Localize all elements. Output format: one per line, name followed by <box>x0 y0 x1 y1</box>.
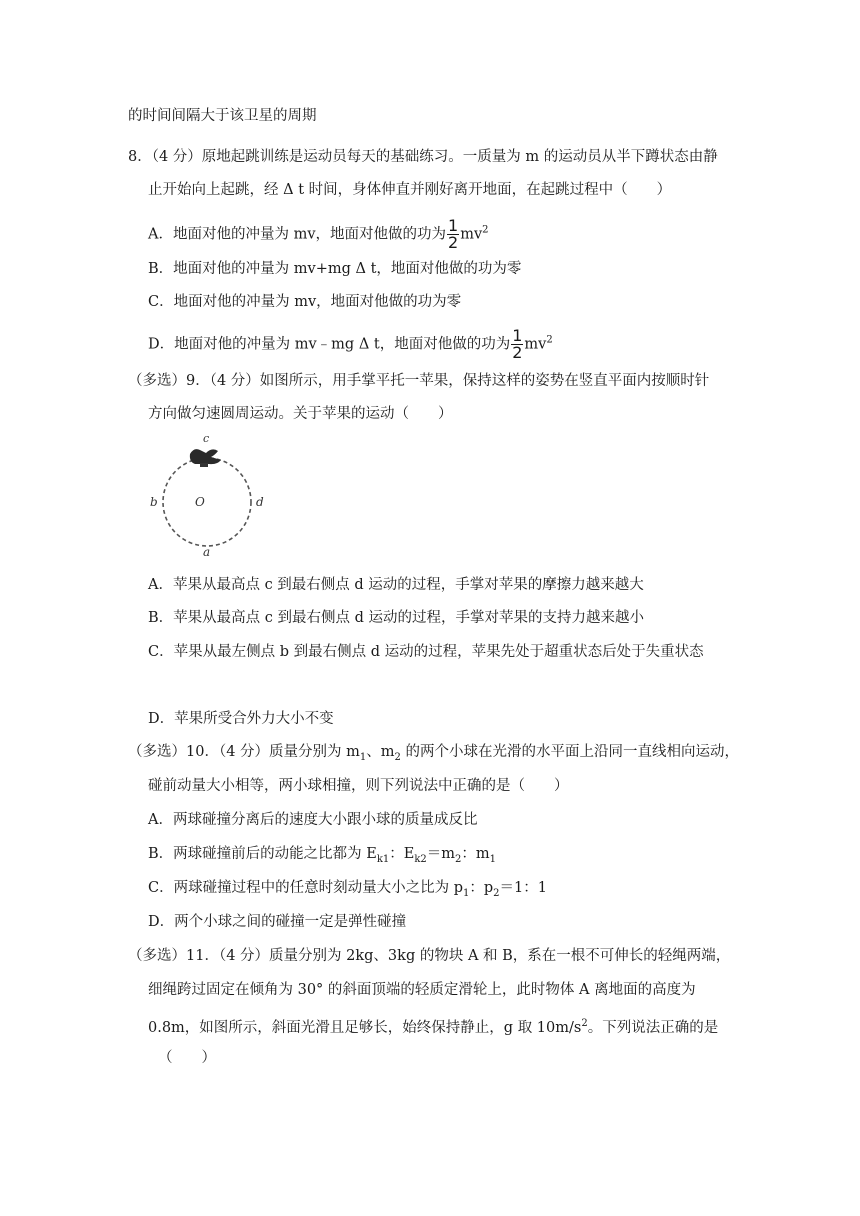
q10-option-a: A．两球碰撞分离后的速度大小跟小球的质量成反比 <box>148 812 478 828</box>
q8-option-a: A．地面对他的冲量为 mv，地面对他做的功为 $\frac{1}{2}$ $mv^2$ <box>148 216 489 252</box>
q11-stem-line-4: （ ） <box>158 1050 216 1066</box>
label-c: c <box>203 432 210 445</box>
label-o: O <box>195 495 205 509</box>
q8-option-c: C．地面对他的冲量为 mv，地面对他做的功为零 <box>148 294 462 310</box>
q11-stem-line-1: （多选）11．（4 分）质量分别为 2kg、3kg 的物块 A 和 B，系在一根不可伸长的轻绳两端， <box>128 948 731 964</box>
q9-stem-line-2: 方向做匀速圆周运动。关于苹果的运动（ ） <box>148 406 453 422</box>
dashed-circle <box>163 458 251 546</box>
q9-stem-line-1: （多选）9．（4 分）如图所示，用手掌平托一苹果，保持这样的姿势在竖直平面内按顺时针 <box>128 373 710 389</box>
q11-stem-line-2: 细绳跨过固定在倾角为 30° 的斜面顶端的轻质定滑轮上，此时物体 A 离地面的高度为 <box>148 982 696 998</box>
previous-question-tail: 的时间间隔大于该卫星的周期 <box>128 108 317 124</box>
q8-option-b: B．地面对他的冲量为 mv+mg Δ t，地面对他做的功为零 <box>148 261 522 277</box>
fraction-one-half: $\frac{1}{2}$ <box>512 326 523 362</box>
fraction-one-half: $\frac{1}{2}$ <box>448 216 459 252</box>
q10-option-c: C．两球碰撞过程中的任意时刻动量大小之比为 $p_1$：$p_2=1$：1 <box>148 880 547 899</box>
q9-option-b: B．苹果从最高点 c 到最右侧点 d 运动的过程，手掌对苹果的支持力越来越小 <box>148 610 644 626</box>
q10-stem-line-2: 碰前动量大小相等，两小球相撞，则下列说法中正确的是（ ） <box>148 778 569 794</box>
q10-stem-line-1: （多选）10．（4 分）质量分别为 $m_1$、$m_2$ 的两个小球在光滑的水平面上沿同一直线相向运动， <box>128 744 740 763</box>
q11-stem-line-3: 0.8m，如图所示，斜面光滑且足够长，始终保持静止，g 取 $10m/s^2$。下列说法正确的是 <box>148 1018 719 1036</box>
q9-option-c: C．苹果从最左侧点 b 到最右侧点 d 运动的过程，苹果先处于超重状态后处于失重状态 <box>148 644 704 660</box>
hand-with-apple-icon <box>190 449 221 467</box>
q8-option-d: D．地面对他的冲量为 mv﹣mg Δ t，地面对他做的功为 $\frac{1}{2}$ $mv^2$ <box>148 326 553 362</box>
q10-option-d: D．两个小球之间的碰撞一定是弹性碰撞 <box>148 914 407 930</box>
label-a: a <box>203 545 211 559</box>
q8-stem-line-2: 止开始向上起跳，经 Δ t 时间，身体伸直并刚好离开地面，在起跳过程中（ ） <box>148 182 672 198</box>
circular-motion-figure <box>140 430 280 560</box>
label-b: b <box>150 495 158 509</box>
q9-option-d: D．苹果所受合外力大小不变 <box>148 711 334 727</box>
q8-stem-line-1: 8．（4 分）原地起跳训练是运动员每天的基础练习。一质量为 m 的运动员从半下蹲状态由静 <box>128 149 718 165</box>
label-d: d <box>256 495 264 509</box>
q10-option-b: B．两球碰撞前后的动能之比都为 $E_{k1}$：$E_{k2}=m_2$：$m_1$ <box>148 846 497 865</box>
q9-option-a: A．苹果从最高点 c 到最右侧点 d 运动的过程，手掌对苹果的摩擦力越来越大 <box>148 577 644 593</box>
